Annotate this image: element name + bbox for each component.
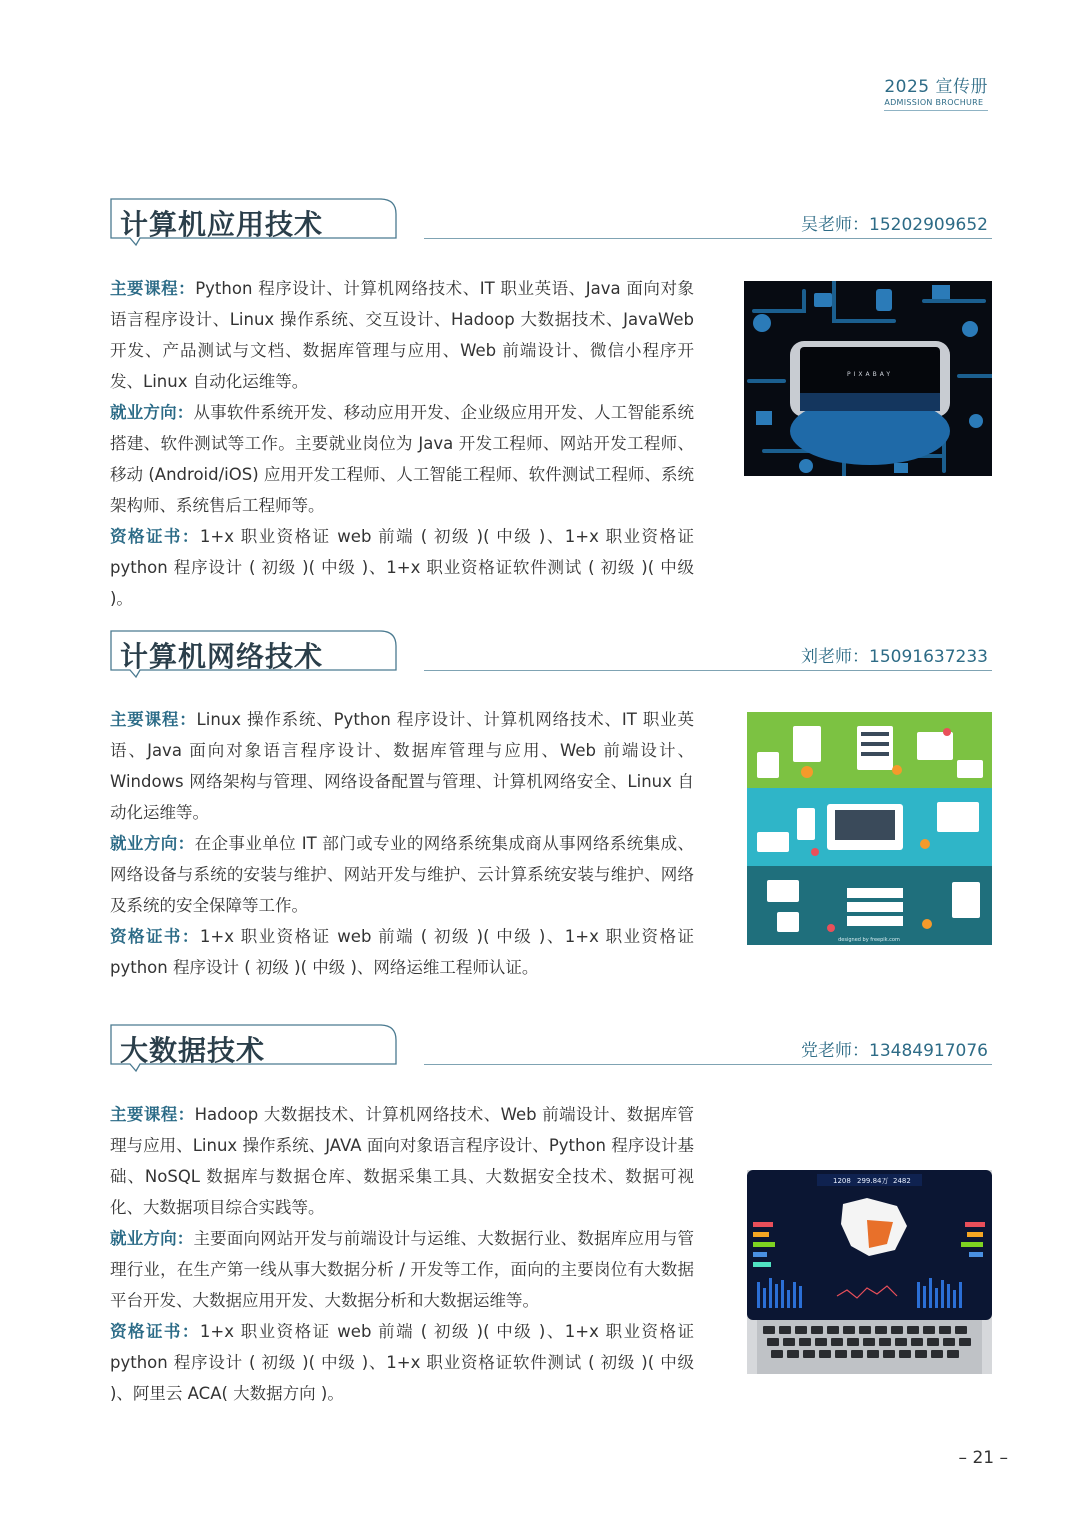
career-text: 主要面向网站开发与前端设计与运维、大数据行业、数据库应用与管理行业，在生产第一线从事大数据分析 / 开发等工作，面向的主要岗位有大数据平台开发、大数据应用开发、大数据分析和大数据运维等。 (110, 1229, 695, 1310)
section-title: 大数据技术 (120, 1034, 266, 1067)
teacher-contact: 党老师：13484917076 (801, 1041, 988, 1061)
career-text: 从事软件系统开发、移动应用开发、企业级应用开发、人工智能系统搭建、软件测试等工作。主要就业岗位为 Java 开发工程师、网站开发工程师、移动 (Android/iOS) 应用开发工程师、人工智能工程师、软件测试工程师、系统架构师、系统售后工程师等。 (110, 403, 695, 515)
brochure-title: 2025 宣传册 (884, 77, 988, 97)
courses-paragraph (110, 704, 694, 828)
certificate-text: 1+x 职业资格证 web 前端 ( 初级 )( 中级 )、1+x 职业资格证 python 程序设计 ( 初级 )( 中级 )、1+x 职业资格证软件测试 ( 初级 )( 中级 )。 (110, 527, 695, 608)
courses-label: 主要课程： (110, 1105, 195, 1124)
career-label: 就业方向： (110, 403, 194, 422)
image-credit: designed by freepik.com (838, 937, 900, 943)
career-text: 在企事业单位 IT 部门或专业的网络系统集成商从事网络系统集成、网络设备与系统的安装与维护、网站开发与维护、云计算系统安装与维护、网络及系统的安全保障等工作。 (110, 834, 695, 915)
career-label: 就业方向： (110, 834, 195, 853)
teacher-contact: 刘老师：15091637233 (801, 647, 988, 667)
career-paragraph (110, 1223, 694, 1316)
certificate-label: 资格证书： (110, 1322, 200, 1341)
certificate-paragraph (110, 521, 694, 614)
certificate-text: 1+x 职业资格证 web 前端 ( 初级 )( 中级 )、1+x 职业资格证 python 程序设计 ( 初级 )( 中级 )、1+x 职业资格证软件测试 ( 初级 )( 中级 )、阿里云 ACA( 大数据方向 )。 (110, 1322, 695, 1403)
section-divider (424, 1064, 992, 1065)
image-caption: PIXABAY (846, 371, 894, 378)
section-divider (424, 670, 992, 671)
certificate-paragraph (110, 1316, 694, 1409)
dashboard-stat: 1208 (833, 1177, 851, 1185)
career-paragraph (110, 397, 694, 521)
section-title-box (110, 630, 398, 682)
data-dashboard-laptop-image (747, 1170, 992, 1374)
courses-text: Python 程序设计、计算机网络技术、IT 职业英语、Java 面向对象语言程序设计、Linux 操作系统、交互设计、Hadoop 大数据技术、JavaWeb 开发、产品测试与文档、数据库管理与应用、Web 前端设计、微信小程序开发、Linux 自动化运维等。 (110, 279, 694, 391)
dashboard-stat: 2482 (893, 1177, 911, 1185)
section-body (110, 1099, 694, 1409)
section-divider (424, 238, 992, 239)
courses-label: 主要课程： (110, 279, 196, 298)
career-paragraph (110, 828, 694, 921)
courses-paragraph (110, 273, 694, 397)
brochure-header (884, 72, 988, 111)
certificate-label: 资格证书： (110, 927, 200, 946)
network-infographic-image (747, 712, 992, 945)
section-title-box (110, 198, 398, 250)
teacher-contact: 吴老师：15202909652 (801, 215, 988, 235)
certificate-text: 1+x 职业资格证 web 前端 ( 初级 )( 中级 )、1+x 职业资格证 python 程序设计 ( 初级 )( 中级 )、网络运维工程师认证。 (110, 927, 695, 977)
career-label: 就业方向： (110, 1229, 194, 1248)
dashboard-stat: 299.84万 (857, 1177, 889, 1185)
courses-paragraph (110, 1099, 694, 1223)
smartphone-apps-image (744, 281, 992, 476)
section-body (110, 704, 694, 983)
courses-text: Linux 操作系统、Python 程序设计、计算机网络技术、IT 职业英语、Java 面向对象语言程序设计、数据库管理与应用、Web 前端设计、Windows 网络架构与管理、网络设备配置与管理、计算机网络安全、Linux 自动化运维等。 (110, 710, 694, 822)
certificate-label: 资格证书： (110, 527, 200, 546)
brochure-subtitle: ADMISSION BROCHURE (884, 98, 988, 111)
courses-label: 主要课程： (110, 710, 197, 729)
section-body (110, 273, 694, 614)
courses-text: Hadoop 大数据技术、计算机网络技术、Web 前端设计、数据库管理与应用、Linux 操作系统、JAVA 面向对象语言程序设计、Python 程序设计基础、NoSQL 数据库与数据仓库、数据采集工具、大数据安全技术、数据可视化、大数据项目综合实践等。 (110, 1105, 695, 1217)
section-title: 计算机应用技术 (120, 208, 324, 241)
section-title-box (110, 1024, 398, 1076)
certificate-paragraph (110, 921, 694, 983)
section-title: 计算机网络技术 (120, 640, 324, 673)
page-number: – 21 – (958, 1448, 1008, 1468)
